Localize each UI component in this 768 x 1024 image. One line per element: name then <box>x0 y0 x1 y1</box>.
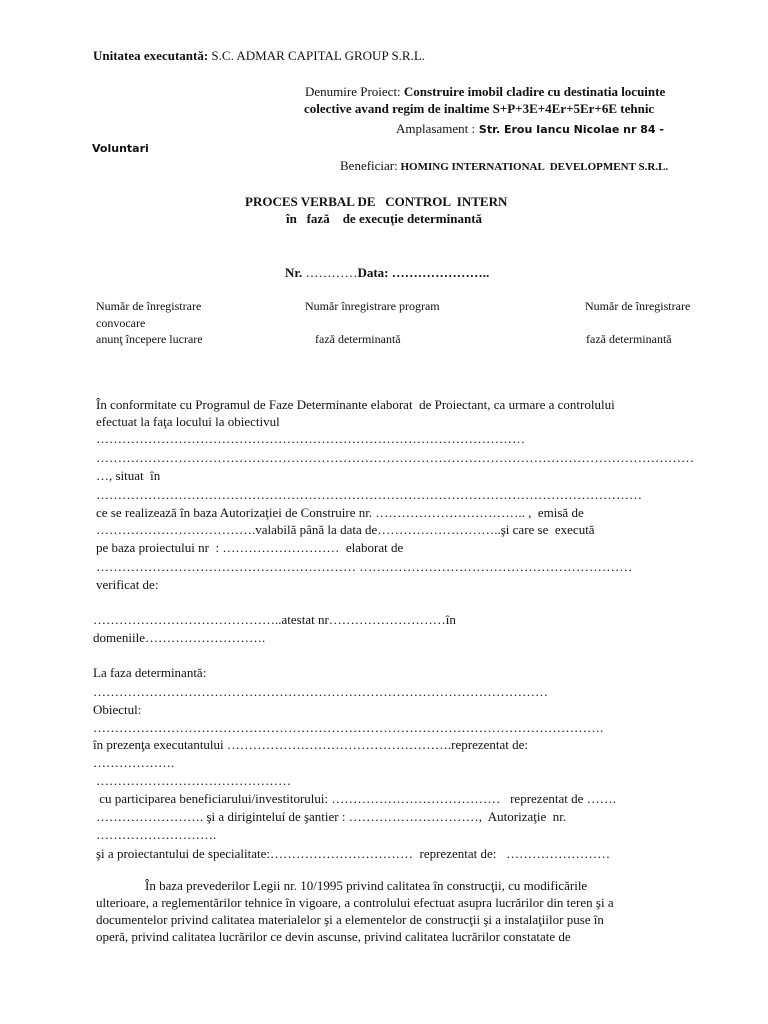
location-value-2: Voluntari <box>92 142 149 155</box>
body-line-17: ………………………………………………………………………………………………………. <box>93 720 604 735</box>
project-name <box>305 84 665 100</box>
body-line-11: verificat de: <box>96 577 159 592</box>
executing-unit-value: S.C. ADMAR CAPITAL GROUP S.R.L. <box>208 48 426 63</box>
nr-field: ………… <box>302 265 358 280</box>
document-title: PROCES VERBAL DE CONTROL INTERN <box>245 194 508 209</box>
body-line-22: ……………………. şi a diriginteluí de şantier : …………………………, Autorizaţie nr. <box>96 809 567 824</box>
body-line-23: ………………………. <box>96 827 217 842</box>
body-line-07: ce se realizează în baza Autorizaţiei de Construire nr. …………………………….. , emisă de <box>96 505 584 520</box>
body-line-26: ulterioare, a reglementărilor tehnice în vigoare, a controlului efectuat asupra lucrărilor din teren şi a <box>96 895 614 910</box>
body-line-19: ………………. <box>93 755 175 770</box>
registry-col1-line3: anunţ începere lucrare <box>96 332 203 346</box>
body-line-21: cu participarea beneficiarului/investitorului: ………………………………… reprezentat de ……. <box>96 791 616 806</box>
project-name-label: Denumire Proiect: <box>305 84 401 99</box>
location-label: Amplasament : <box>396 121 476 136</box>
registry-col2-line2: fază determinantă <box>315 332 401 346</box>
beneficiary-value: HOMING INTERNATIONAL DEVELOPMENT S.R.L. <box>397 161 669 173</box>
body-line-04: ………………………………………………………………………………………………………………………… <box>96 450 694 465</box>
body-line-13: domeniile………………………. <box>93 630 266 645</box>
body-line-06: ……………………………………………………………………………………………………………… <box>96 487 642 502</box>
body-line-25: În baza prevederilor Legii nr. 10/1995 privind calitatea în construcţii, cu modificările <box>145 878 588 893</box>
body-line-08: ……………………………….valabilă până la data de………………………..şi care se execută <box>96 522 595 537</box>
body-line-20: ……………………………………… <box>96 773 291 788</box>
executing-unit-label: Unitatea executantă: <box>93 48 209 63</box>
registry-col3-line2: fază determinantă <box>586 332 672 346</box>
body-line-28: operă, privind calitatea lucrărilor ce devin ascunse, privind calitatea lucrărilor constatate de <box>96 929 571 944</box>
body-line-24: şi a proiectantului de specialitate:…………………………… reprezentat de: …………………… <box>96 846 611 861</box>
registry-col2-line1: Număr înregistrare program <box>305 299 440 313</box>
registry-col1-line1: Număr de înregistrare <box>96 299 202 313</box>
registry-col1-line2: convocare <box>96 316 146 330</box>
body-line-18: în prezenţa executantului …………………………………………….reprezentat de: <box>93 737 529 752</box>
body-line-16: Obiectul: <box>93 702 142 717</box>
beneficiary <box>340 158 668 175</box>
location-value-1: Str. Erou Iancu Nicolae nr 84 - <box>475 123 664 136</box>
body-line-27: documentelor privind calitatea materialelor şi a elementelor de construcţii şi a instalaţiilor puse în <box>96 912 604 927</box>
document-subtitle: în fază de execuţie determinantă <box>286 211 483 226</box>
body-line-02: efectuat la faţa locului la obiectivul <box>96 414 280 429</box>
executing-unit <box>93 48 425 64</box>
project-name-value-2: colective avand regim de inaltime S+P+3E+4Er+5Er+6E tehnic <box>304 101 655 116</box>
date-field: ………………….. <box>388 265 490 280</box>
body-line-12: ……………………………………..atestat nr………………………în <box>93 612 456 627</box>
project-name-value-1: Construire imobil cladire cu destinatia locuinte <box>400 84 666 99</box>
nr-date-line <box>285 265 489 281</box>
nr-label: Nr. <box>285 265 303 280</box>
body-line-15: …………………………………………………………………………………………… <box>93 684 548 699</box>
location <box>396 121 664 138</box>
body-line-10: …………………………………………………… ……………………………………………………… <box>96 559 633 574</box>
body-line-03: ……………………………………………………………………………………… <box>96 431 525 446</box>
date-label: Data: <box>357 265 389 280</box>
beneficiary-label: Beneficiar: <box>340 158 398 173</box>
body-line-14: La faza determinantă: <box>93 665 207 680</box>
body-line-01: În conformitate cu Programul de Faze Determinante elaborat de Proiectant, ca urmare a controlului <box>96 397 615 412</box>
registry-col3-line1: Număr de înregistrare <box>585 299 691 313</box>
body-line-09: pe baza proiectului nr : ……………………… elaborat de <box>96 540 404 555</box>
body-line-05: …, situat în <box>96 468 161 483</box>
